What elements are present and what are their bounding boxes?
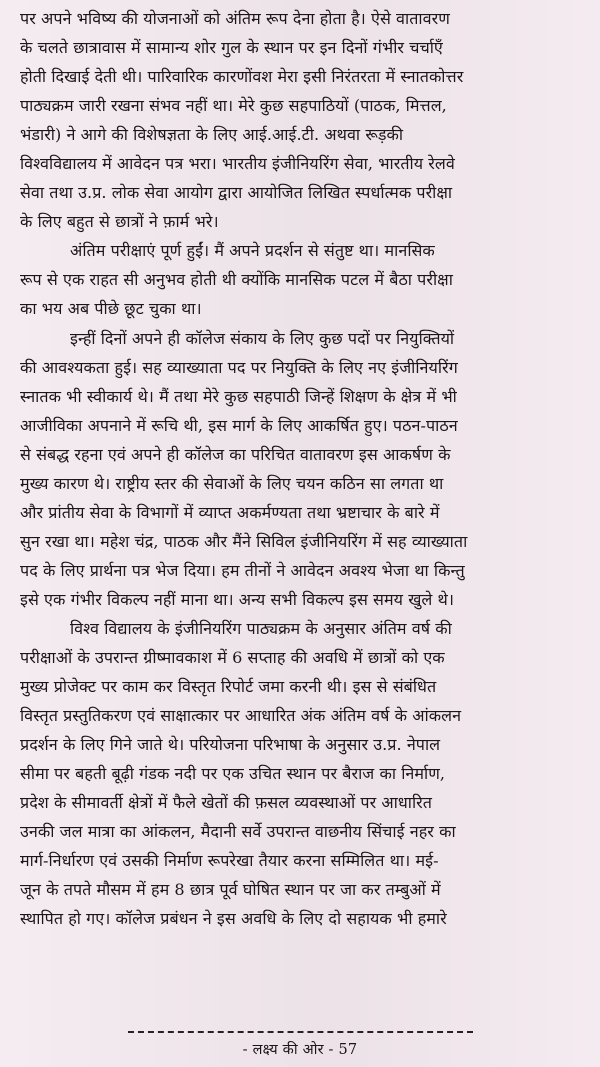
text-line: से संबद्ध रहना एवं अपने ही कॉलेज का परिचित वातावरण इस आकर्षण के — [20, 444, 451, 464]
paragraph-4 — [20, 614, 582, 934]
text-line: के चलते छात्रावास में सामान्य शोर गुल के स्थान पर इन दिनों गंभीर चर्चाएँ — [20, 38, 443, 58]
text-line: और प्रांतीय सेवा के विभागों में व्याप्त अकर्मण्यता तथा भ्रष्टाचार के बारे में — [20, 502, 440, 522]
text-line: विश्वविद्यालय में आवेदन पत्र भरा। भारतीय इंजीनियरिंग सेवा, भारतीय रेलवे — [20, 154, 455, 174]
text-line: प्रदर्शन के लिए गिने जाते थे। परियोजना परिभाषा के अनुसार उ.प्र. नेपाल — [20, 735, 441, 755]
text-line: प्रदेश के सीमावर्ती क्षेत्रों में फैले खेतों की फ़सल व्यवस्थाओं पर आधारित — [20, 793, 433, 813]
text-line: पाठ्यक्रम जारी रखना संभव नहीं था। मेरे कुछ सहपाठियों (पाठक, मित्तल, — [20, 96, 447, 116]
paragraph-1 — [20, 4, 582, 236]
paragraph-2 — [20, 236, 582, 323]
text-line: परीक्षाओं के उपरान्त ग्रीष्मावकाश में 6 सप्ताह की अवधि में छात्रों को एक — [20, 648, 445, 668]
text-line: इसे एक गंभीर विकल्प नहीं माना था। अन्य सभी विकल्प इस समय खुले थे। — [20, 589, 455, 609]
text-line: का भय अब पीछे छूट चुका था। — [20, 299, 202, 319]
text-line: उनकी जल मात्रा का आंकलन, मैदानी सर्वे उपरान्त वाछनीय सिंचाई नहर का — [20, 822, 456, 842]
text-line: विस्तृत प्रस्तुतिकरण एवं साक्षात्कार पर आधारित अंक अंतिम वर्ष के आंकलन — [20, 706, 462, 726]
text-line: पद के लिए प्रार्थना पत्र भेज दिया। हम तीनों ने आवेदन अवश्य भेजा था किन्तु — [20, 560, 465, 580]
text-line: के लिए बहुत से छात्रों ने फ़ार्म भरे। — [20, 212, 219, 232]
text-line: मार्ग-निर्धारण एवं उसकी निर्माण रूपरेखा तैयार करना सम्मिलित था। मई- — [20, 851, 439, 871]
page-footer: - लक्ष्य की ओर - 57 — [242, 1042, 358, 1058]
text-line: विश्व विद्यालय के इंजीनियरिंग पाठ्यक्रम के अनुसार अंतिम वर्ष की — [70, 618, 452, 638]
text-line: की आवश्यकता हुई। सह व्याख्याता पद पर नियुक्ति के लिए नए इंजीनियरिंग — [20, 357, 458, 377]
text-line: भंडारी) ने आगे की विशेषज्ञता के लिए आई.आई.टी. अथवा रूड़की — [20, 125, 404, 145]
body-text — [20, 4, 582, 934]
text-line: सुन रखा था। महेश चंद्र, पाठक और मैंने सिविल इंजीनियरिंग में सह व्याख्याता — [20, 531, 468, 551]
footer-divider — [128, 1031, 473, 1033]
text-line: मुख्य प्रोजेक्ट पर काम कर विस्तृत रिपोर्ट जमा करनी थी। इस से संबंधित — [20, 677, 437, 697]
text-line: स्थापित हो गए। कॉलेज प्रबंधन ने इस अवधि के लिए दो सहायक भी हमारे — [20, 909, 447, 929]
text-line: आजीविका अपनाने में रूचि थी, इस मार्ग के लिए आकर्षित हुए। पठन-पाठन — [20, 415, 458, 435]
text-line: अंतिम परीक्षाएं पूर्ण हुईं। मैं अपने प्रदर्शन से संतुष्ट था। मानसिक — [70, 241, 435, 261]
text-line: जून के तपते मौसम में हम 8 छात्र पूर्व घोषित स्थान पर जा कर तम्बुओं में — [20, 880, 441, 900]
text-line: सेवा तथा उ.प्र. लोक सेवा आयोग द्वारा आयोजित लिखित स्पर्धात्मक परीक्षा — [20, 183, 453, 203]
text-line: सीमा पर बहती बूढ़ी गंडक नदी पर एक उचित स्थान पर बैराज का निर्माण, — [20, 764, 446, 784]
paragraph-3 — [20, 324, 582, 614]
text-line: होती दिखाई देती थी। पारिवारिक कारणोंवश मेरा इसी निरंतरता में स्नातकोत्तर — [20, 67, 464, 87]
text-line: मुख्य कारण थे। राष्ट्रीय स्तर की सेवाओं के लिए चयन कठिन सा लगता था — [20, 473, 444, 493]
text-line: रूप से एक राहत सी अनुभव होती थी क्योंकि मानसिक पटल में बैठा परीक्षा — [20, 270, 453, 290]
text-line: पर अपने भविष्य की योजनाओं को अंतिम रूप देना होता है। ऐसे वातावरण — [20, 9, 450, 28]
text-line: इन्हीं दिनों अपने ही कॉलेज संकाय के लिए कुछ पदों पर नियुक्तियों — [70, 328, 455, 348]
text-line: स्नातक भी स्वीकार्य थे। मैं तथा मेरे कुछ सहपाठी जिन्हें शिक्षण के क्षेत्र में भी — [20, 386, 457, 406]
